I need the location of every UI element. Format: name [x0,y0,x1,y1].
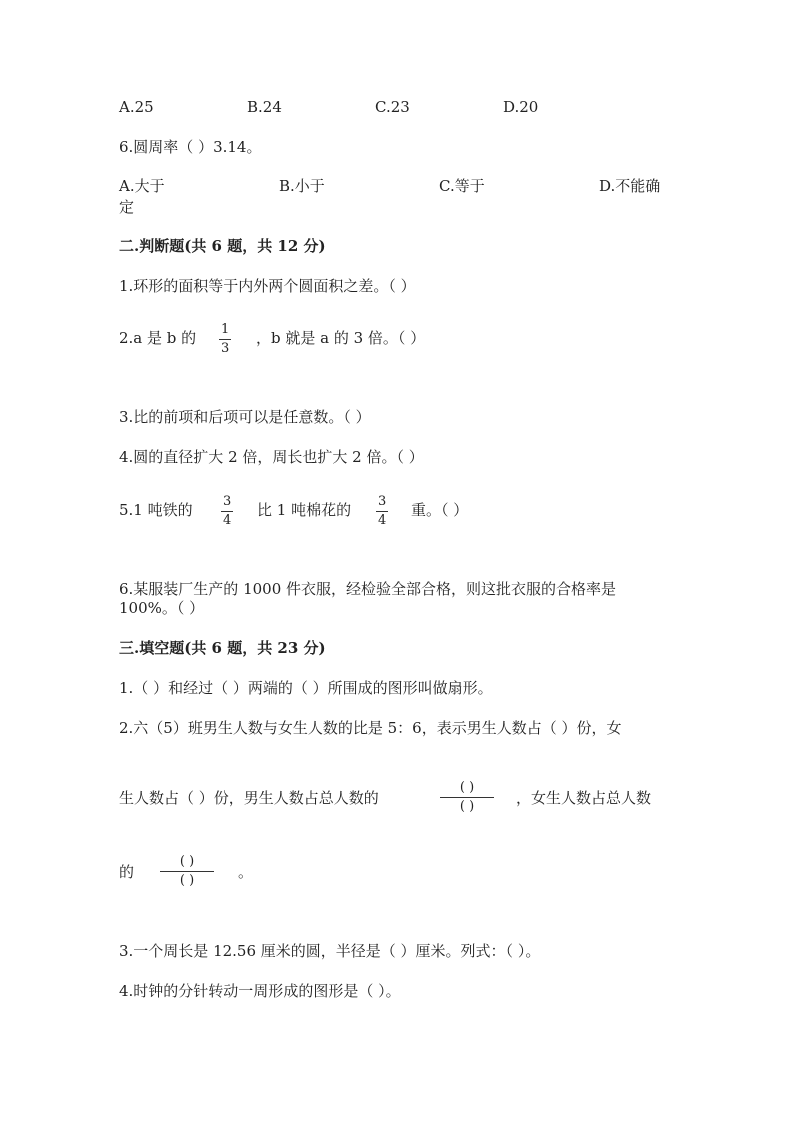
s3-q2-line3-part2: 。 [238,863,254,881]
section3-title: 三.填空题(共 6 题，共 23 分) [119,639,326,657]
q6-option-c: C.等于 [439,177,485,195]
s2-q2-part2: ，b 就是 a 的 3 倍。（ ） [256,329,426,347]
s3-q3: 3.一个周长是 12.56 厘米的圆，半径是（ ）厘米。列式：（ ）。 [119,942,541,960]
fraction-numerator: 3 [223,494,232,509]
s3-q2-line2-part1: 生人数占（ ）份，男生人数占总人数的 [119,789,379,807]
fraction-bar [376,511,388,512]
fraction-denominator-blank: ( ) [179,873,195,888]
s2-q2-fraction [219,323,231,356]
s2-q5-fraction-2 [376,495,388,528]
s2-q6-line1: 6.某服装厂生产的 1000 件衣服，经检验全部合格，则这批衣服的合格率是 [119,580,617,598]
s2-q5-part2: 比 1 吨棉花的 [257,501,352,519]
q5-option-b: B.24 [247,98,282,116]
s3-q2-blank-fraction-1[interactable] [440,781,494,814]
s2-q4: 4.圆的直径扩大 2 倍，周长也扩大 2 倍。（ ） [119,448,424,466]
q5-option-d: D.20 [503,98,539,116]
fraction-numerator: 3 [378,494,387,509]
s3-q2-line3-part1: 的 [119,863,135,881]
s2-q1: 1.环形的面积等于内外两个圆面积之差。（ ） [119,277,416,295]
s2-q5-part1: 5.1 吨铁的 [119,501,193,519]
fraction-denominator: 3 [221,341,230,356]
fraction-bar [219,339,231,340]
s2-q5-part3: 重。（ ） [411,501,469,519]
fraction-bar [440,797,494,798]
s2-q6-line2: 100%。（ ） [119,599,205,617]
q6-option-a: A.大于 [119,177,165,195]
fraction-numerator: 1 [221,322,230,337]
s2-q3: 3.比的前项和后项可以是任意数。（ ） [119,408,371,426]
q6-option-d-wrap: 定 [119,198,135,216]
s3-q4: 4.时钟的分针转动一周形成的图形是（ ）。 [119,982,401,1000]
s3-q2-line2-part2: ，女生人数占总人数 [516,789,652,807]
fraction-numerator-blank: ( ) [459,780,475,795]
q6-option-b: B.小于 [279,177,325,195]
fraction-denominator-blank: ( ) [459,799,475,814]
fraction-numerator-blank: ( ) [179,854,195,869]
fraction-denominator: 4 [378,513,387,528]
section2-title: 二.判断题(共 6 题，共 12 分) [119,237,326,255]
q6-option-d: D.不能确 [599,177,661,195]
q5-option-a: A.25 [119,98,154,116]
s2-q2-part1: 2.a 是 b 的 [119,329,197,347]
s3-q2-line1: 2.六（5）班男生人数与女生人数的比是 5：6，表示男生人数占（ ）份，女 [119,719,622,737]
fraction-bar [160,871,214,872]
s2-q5-fraction-1 [221,495,233,528]
q5-option-c: C.23 [375,98,410,116]
fraction-denominator: 4 [223,513,232,528]
fraction-bar [221,511,233,512]
q6-stem: 6.圆周率（ ）3.14。 [119,138,262,156]
s3-q1: 1.（ ）和经过（ ）两端的（ ）所围成的图形叫做扇形。 [119,679,493,697]
s3-q2-blank-fraction-2[interactable] [160,855,214,888]
